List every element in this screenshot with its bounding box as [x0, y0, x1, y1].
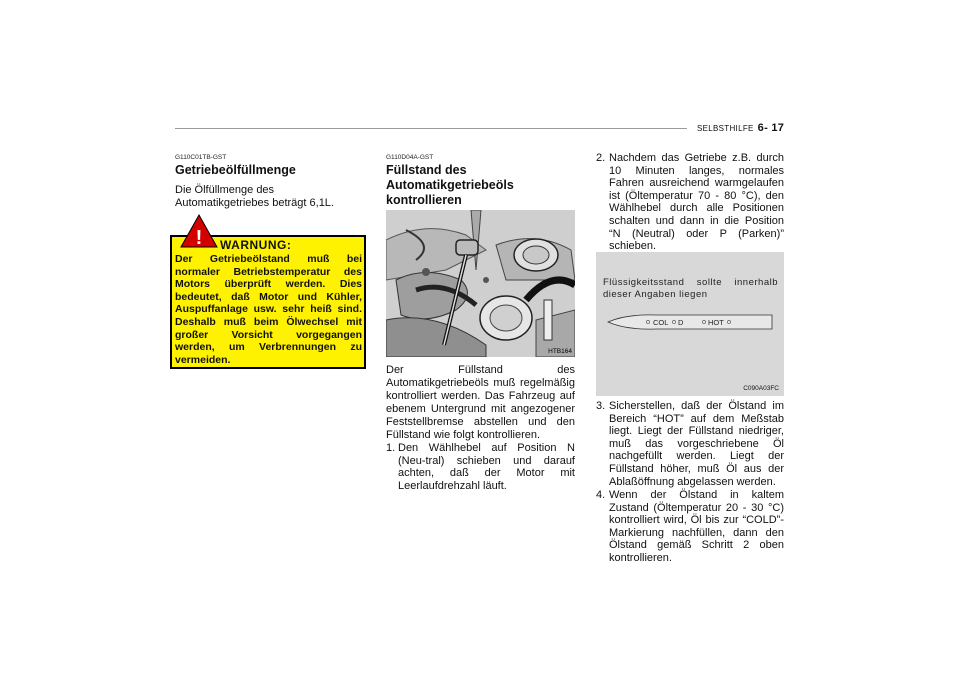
engine-bay-drawing: [386, 210, 575, 357]
caption-line: Flüssigkeitsstand sollte innerhalb: [603, 277, 778, 288]
section-title: Getriebeölfüllmenge: [175, 163, 296, 177]
warning-symbol: !: [195, 227, 203, 248]
hot-mark-label: HOT: [708, 318, 724, 327]
d-mark-label: D: [678, 318, 684, 327]
step-number: 2.: [596, 152, 606, 164]
figure-code: HTB164: [548, 348, 572, 355]
step-number: 3.: [596, 400, 606, 412]
step-3-text: Sicherstellen, daß der Ölstand im Bereich “HOT” auf dem Meßstab liegt. Liegt der Füllstand niedriger, muß das vorgeschriebene Öl nachgefüllt werden. Liegt der Füllstand höher, muß Öl aus der Ablaßöffnung abgelassen werden.: [609, 400, 784, 488]
check-intro-text: Der Füllstand des Automatikgetriebeöls muß regelmäßig kontrolliert werden. Das Fahrzeug auf ebenem Untergrund mit angezogener Feststellbremse abstellen und den Füllstand wie folgt kontrollieren.: [386, 364, 575, 441]
title-line: Füllstand des: [386, 163, 467, 177]
dipstick-caption: [603, 277, 778, 301]
section-name: SELBSTHILFE: [697, 124, 754, 133]
figure-code: C090A03FC: [743, 385, 779, 392]
step-number: 1.: [386, 442, 396, 454]
title-line: Automatikgetriebeöls: [386, 178, 514, 192]
title-line: kontrollieren: [386, 193, 462, 207]
warning-triangle-icon: [180, 214, 218, 248]
page-number: 6- 17: [757, 122, 785, 134]
dipstick-drawing: [596, 308, 784, 336]
section-code: G110D04A-GST: [386, 154, 434, 161]
header-rule: [175, 128, 687, 129]
step-2-text: Nachdem das Getriebe z.B. durch 10 Minuten langes, normales Fahren ausreichend warmgelaufen ist (Öltemperatur 70 - 80 °C), den Wählhebel durch alle Positionen schalten und dann in die Position “N (Neutral) oder P (Parken)” schieben.: [609, 152, 784, 253]
step-4-text: Wenn der Ölstand in kaltem Zustand (Öltemperatur 20 - 30 °C) kontrolliert wird, Öl bis zur “COLD”-Markierung nachfüllen, dann den Ölstand gemäß Schritt 2 oben kontrollieren.: [609, 489, 784, 564]
fill-quantity-line: Automatikgetriebes beträgt 6,1L.: [175, 197, 334, 209]
fill-quantity-line: Die Ölfüllmenge des: [175, 184, 275, 196]
engine-bay-illustration: [386, 210, 575, 357]
warning-text: Der Getriebeölstand muß bei normaler Betriebstemperatur des Motors überprüft werden. Dies bedeutet, daß Motor und Kühler, Auspuffanlage usw. sehr heiß sind. Deshalb muß beim Ölwechsel mit großer Vorsicht vorgegangen werden, um Verbrennungen zu vermeiden.: [175, 253, 362, 366]
warning-title: WARNUNG:: [220, 238, 292, 252]
step-number: 4.: [596, 489, 606, 501]
step-1-text: Den Wählhebel auf Position N (Neu-tral) schieben und darauf achten, daß der Motor mit Leerlaufdrehzahl läuft.: [398, 442, 575, 492]
page-header: [697, 122, 784, 134]
section-code: G110C01TB-GST: [175, 154, 227, 161]
cold-mark-label: COL: [653, 318, 669, 327]
fill-quantity-text: [175, 184, 365, 210]
caption-line: dieser Angaben liegen: [603, 289, 708, 300]
dipstick-figure: [596, 252, 784, 396]
section-title: [386, 163, 514, 208]
